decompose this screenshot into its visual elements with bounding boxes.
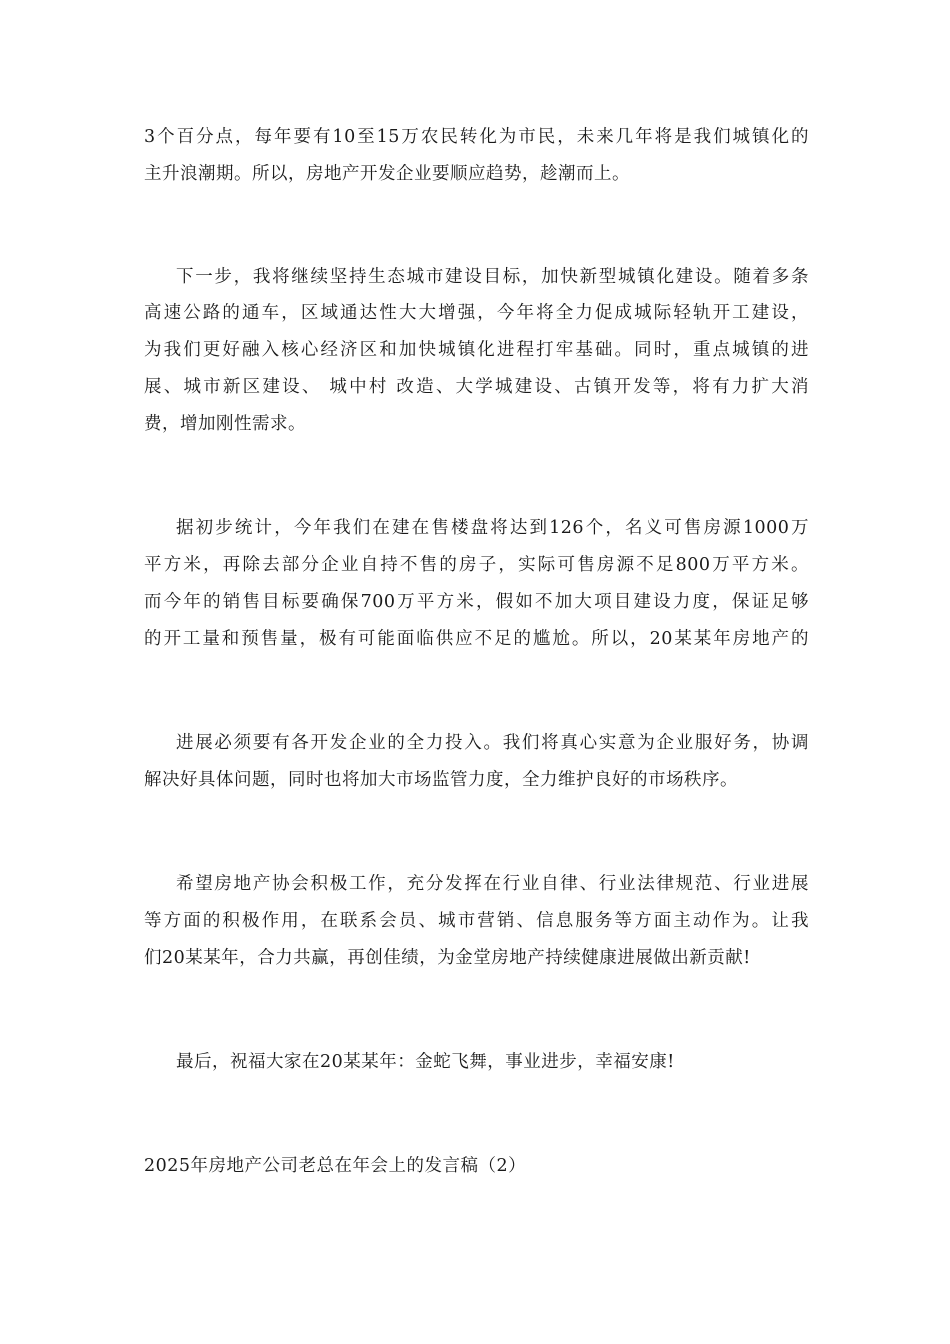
paragraph-line: 等方面的积极作用，在联系会员、城市营销、信息服务等方面主动作为。让我	[144, 911, 809, 931]
paragraph-line: 高速公路的通车，区域通达性大大增强，今年将全力促成城际轻轨开工建设，	[144, 303, 809, 323]
paragraph-line: 展、城市新区建设、 城中村 改造、大学城建设、古镇开发等，将有力扩大消	[144, 377, 809, 397]
paragraph-line: 费，增加刚性需求。	[144, 414, 306, 434]
paragraph-line: 们20某某年，合力共赢，再创佳绩，为金堂房地产持续健康进展做出新贡献!	[144, 948, 751, 968]
paragraph-line: 3个百分点，每年要有10至15万农民转化为市民，未来几年将是我们城镇化的	[144, 127, 809, 147]
section-title: 2025年房地产公司老总在年会上的发言稿（2）	[144, 1156, 527, 1176]
paragraph-line: 下一步，我将继续坚持生态城市建设目标，加快新型城镇化建设。随着多条	[176, 267, 809, 287]
paragraph-line: 希望房地产协会积极工作，充分发挥在行业自律、行业法律规范、行业进展	[176, 874, 809, 894]
paragraph-line: 的开工量和预售量，极有可能面临供应不足的尴尬。所以，20某某年房地产的	[144, 629, 809, 649]
paragraph-line: 而今年的销售目标要确保700万平方米，假如不加大项目建设力度，保证足够	[144, 592, 809, 612]
paragraph-line: 为我们更好融入核心经济区和加快城镇化进程打牢基础。同时，重点城镇的进	[144, 340, 809, 360]
paragraph-line: 平方米，再除去部分企业自持不售的房子，实际可售房源不足800万平方米。	[144, 555, 809, 575]
paragraph-line: 进展必须要有各开发企业的全力投入。我们将真心实意为企业服好务，协调	[176, 733, 809, 753]
paragraph-line: 据初步统计，今年我们在建在售楼盘将达到126个，名义可售房源1000万	[176, 518, 809, 538]
paragraph-line: 最后，祝福大家在20某某年：金蛇飞舞，事业进步，幸福安康!	[176, 1052, 675, 1072]
paragraph-line: 主升浪潮期。所以，房地产开发企业要顺应趋势，趁潮而上。	[144, 164, 630, 184]
paragraph-line: 解决好具体问题，同时也将加大市场监管力度，全力维护良好的市场秩序。	[144, 770, 738, 790]
